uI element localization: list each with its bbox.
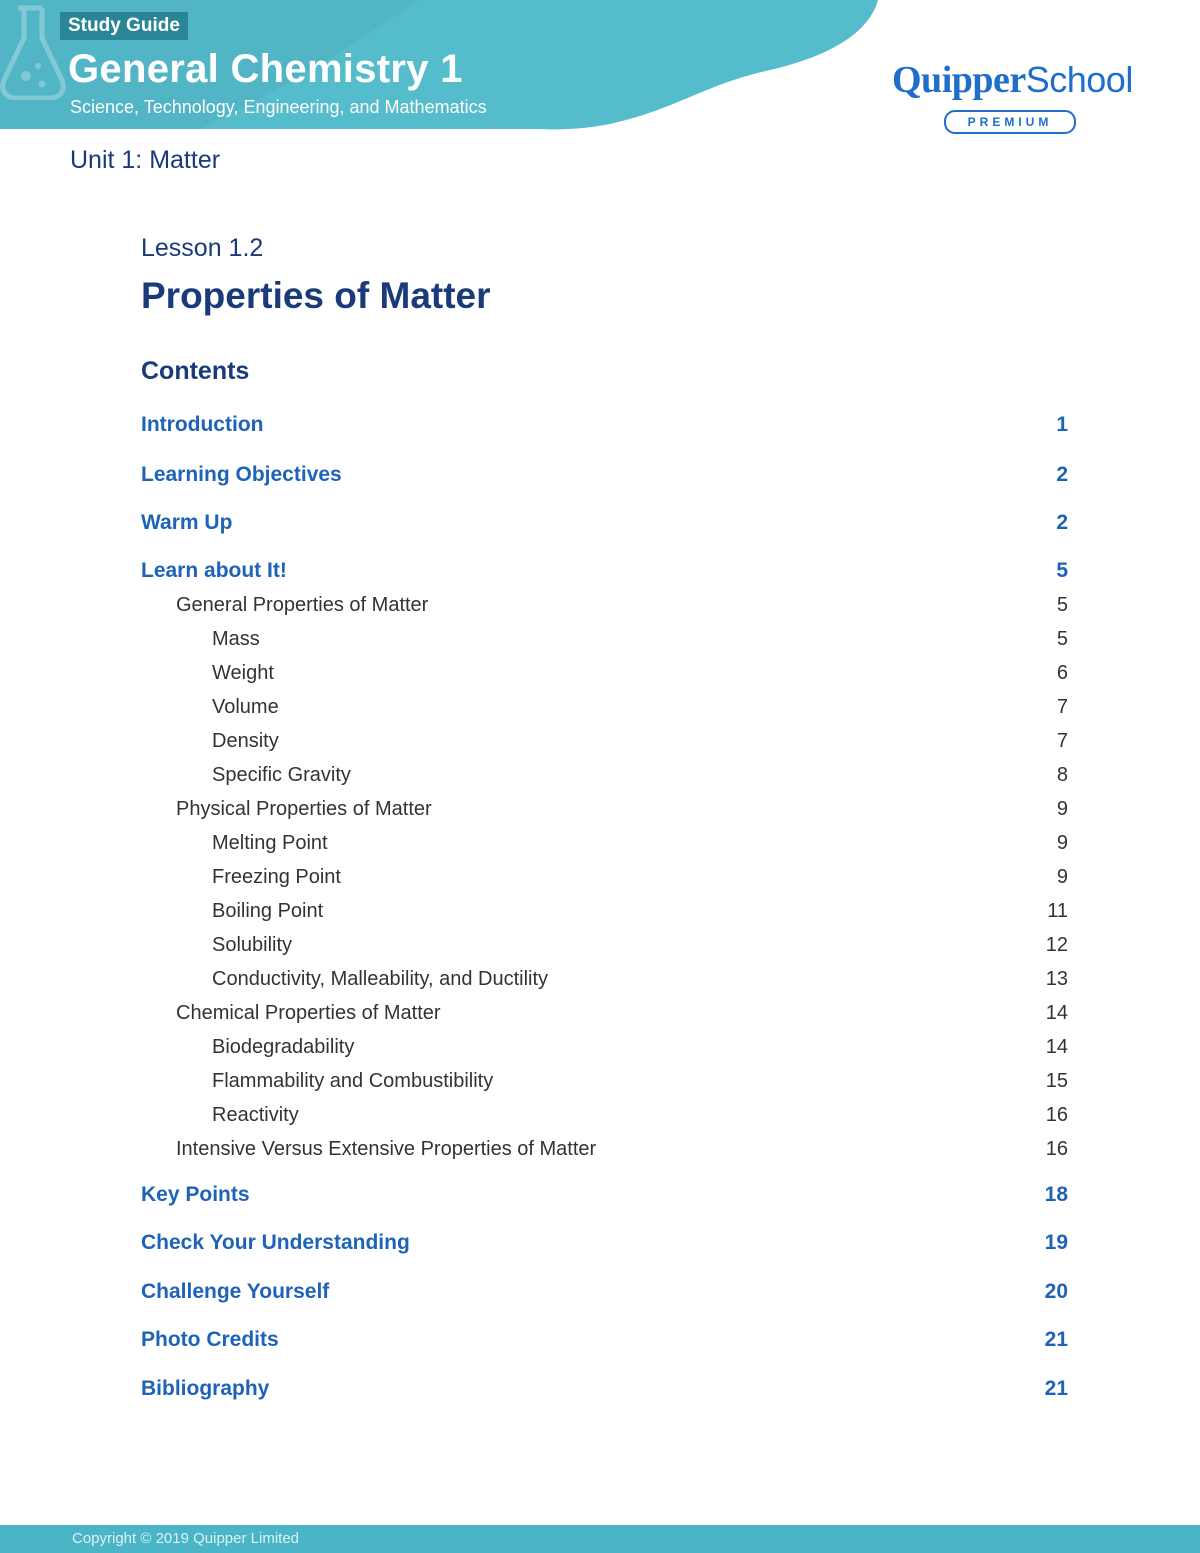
toc-entry (0, 894, 1200, 928)
toc-entry-label: Biodegradability (212, 1036, 355, 1058)
toc-entry (0, 996, 1200, 1030)
toc-entry (0, 1132, 1200, 1166)
toc-entry-page[interactable]: 18 (1044, 1183, 1068, 1206)
footer (0, 1525, 1200, 1553)
toc-entry-page: 9 (1056, 866, 1068, 888)
toc-entry-page: 16 (1045, 1138, 1068, 1160)
toc-entry-page[interactable]: 20 (1044, 1280, 1068, 1303)
toc-entry[interactable] (0, 1323, 1200, 1357)
toc-entry-label: Melting Point (212, 832, 328, 854)
toc-entry (0, 826, 1200, 860)
toc-entry-page[interactable]: 2 (1056, 511, 1068, 534)
toc-entry-label[interactable]: Learn about It! (141, 559, 287, 582)
brand-name (892, 58, 1132, 102)
toc-entry-label[interactable]: Warm Up (141, 511, 233, 534)
lesson-label: Lesson 1.2 (141, 234, 264, 262)
toc-entry-label: Intensive Versus Extensive Properties of Matter (176, 1138, 597, 1160)
toc-entry-page: 16 (1045, 1104, 1068, 1126)
toc-entry-label: Volume (212, 696, 279, 718)
toc-entry-page: 15 (1045, 1070, 1068, 1092)
toc-entry (0, 1064, 1200, 1098)
toc-entry (0, 622, 1200, 656)
toc-entry-page: 14 (1045, 1036, 1068, 1058)
toc-entry[interactable] (0, 1275, 1200, 1309)
toc-entry-label: Physical Properties of Matter (176, 798, 432, 820)
toc-entry-label[interactable]: Check Your Understanding (141, 1231, 410, 1254)
toc-entry (0, 1098, 1200, 1132)
toc-entry-label: Mass (212, 628, 260, 650)
toc-entry-label: Conductivity, Malleability, and Ductility (212, 968, 549, 990)
toc-entry-page[interactable]: 2 (1056, 463, 1068, 486)
brand-name-part1: Quipper (892, 59, 1026, 101)
unit-title: Unit 1: Matter (70, 146, 221, 174)
toc-entry-label[interactable]: Key Points (141, 1183, 250, 1206)
toc-entry-page: 11 (1047, 900, 1068, 922)
toc-entry-page[interactable]: 1 (1056, 413, 1068, 436)
toc-entry-page: 8 (1056, 764, 1068, 786)
toc-entry-label[interactable]: Learning Objectives (141, 463, 342, 486)
toc-entry-page: 9 (1056, 832, 1068, 854)
toc-entry (0, 690, 1200, 724)
toc-entry (0, 928, 1200, 962)
quipper-school-logo (892, 58, 1132, 138)
toc-entry (0, 792, 1200, 826)
toc-entry-label: Density (212, 730, 279, 752)
toc-entry-page: 5 (1056, 628, 1068, 650)
lesson-title: Properties of Matter (141, 275, 491, 316)
toc-entry[interactable] (0, 1226, 1200, 1260)
toc-entry (0, 724, 1200, 758)
toc-entry-label[interactable]: Introduction (141, 413, 264, 436)
toc-entry[interactable] (0, 1372, 1200, 1406)
toc-entry-label: Specific Gravity (212, 764, 351, 786)
premium-badge: PREMIUM (944, 110, 1076, 134)
toc-entry-label: Flammability and Combustibility (212, 1070, 494, 1092)
toc-entry-label: Weight (212, 662, 274, 684)
toc-entry[interactable] (0, 1178, 1200, 1212)
toc-entry-label: Boiling Point (212, 900, 324, 922)
toc-entry (0, 962, 1200, 996)
toc-entry-label: Reactivity (212, 1104, 299, 1126)
toc-entry-page: 9 (1056, 798, 1068, 820)
toc-entry (0, 758, 1200, 792)
copyright-text: Copyright © 2019 Quipper Limited (72, 1530, 300, 1547)
toc-entry-label[interactable]: Bibliography (141, 1377, 270, 1400)
toc-entry-page: 13 (1045, 968, 1068, 990)
brand-name-part2: School (1025, 59, 1133, 100)
toc-entry-page[interactable]: 5 (1056, 559, 1068, 582)
toc-entry-page: 7 (1056, 696, 1068, 718)
toc-entry (0, 656, 1200, 690)
toc-entry-page: 12 (1045, 934, 1068, 956)
toc-entry (0, 860, 1200, 894)
toc-entry-label: Freezing Point (212, 866, 341, 888)
toc-entry (0, 588, 1200, 622)
toc-entry-label: General Properties of Matter (176, 594, 429, 616)
toc-entry-page[interactable]: 21 (1044, 1328, 1068, 1351)
toc-entry[interactable] (0, 554, 1200, 588)
toc-entry-label[interactable]: Photo Credits (141, 1328, 279, 1351)
toc-entry[interactable] (0, 408, 1200, 442)
toc-entry-page: 5 (1056, 594, 1068, 616)
toc-entry-page: 14 (1045, 1002, 1068, 1024)
toc-entry[interactable] (0, 458, 1200, 492)
course-title: General Chemistry 1 (68, 47, 463, 91)
toc-entry-page: 7 (1056, 730, 1068, 752)
toc-entry[interactable] (0, 506, 1200, 540)
course-subtitle: Science, Technology, Engineering, and Mathematics (70, 97, 487, 117)
toc-entry-page[interactable]: 19 (1044, 1231, 1068, 1254)
toc-entry-label: Solubility (212, 934, 293, 956)
toc-entry-label: Chemical Properties of Matter (176, 1002, 441, 1024)
toc-entry (0, 1030, 1200, 1064)
toc-entry-page[interactable]: 21 (1044, 1377, 1068, 1400)
contents-heading: Contents (141, 357, 250, 385)
toc-entry-page: 6 (1056, 662, 1068, 684)
toc-entry-label[interactable]: Challenge Yourself (141, 1280, 330, 1303)
study-guide-badge: Study Guide (60, 12, 188, 40)
